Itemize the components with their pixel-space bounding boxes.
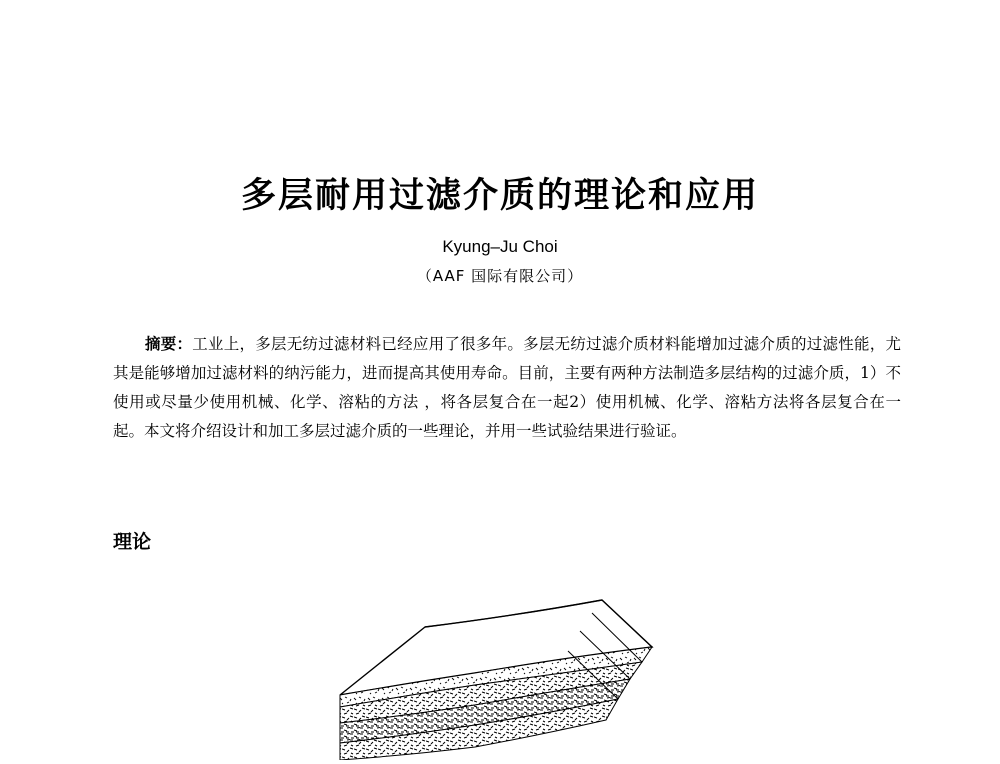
author-name: Kyung–Ju Choi: [442, 237, 558, 256]
abstract-paragraph: [113, 329, 901, 446]
multilayer-filter-media-diagram: [330, 595, 690, 760]
paper-title: 多层耐用过滤介质的理论和应用: [240, 176, 759, 216]
author-affiliation: （AAF 国际有限公司）: [416, 267, 584, 285]
section-heading-theory: 理论: [113, 531, 152, 553]
abstract-label: 摘要：: [145, 334, 193, 353]
multilayer-filter-media-figure: [330, 595, 690, 760]
abstract-text: 工业上，多层无纺过滤材料已经应用了很多年。多层无纺过滤介质材料能增加过滤介质的过滤性能，尤其是能够增加过滤材料的纳污能力，进而提高其使用寿命。目前，主要有两种方法制造多层结构的过滤介质，1）不使用或尽量少使用机械、化学、溶粘的方法 ，将各层复合在一起2）使用机械、化学、溶粘方法将各层复合在一起。本文将介绍设计和加工多层过滤介质的一些理论，并用一些试验结果进行验证。: [113, 335, 901, 440]
